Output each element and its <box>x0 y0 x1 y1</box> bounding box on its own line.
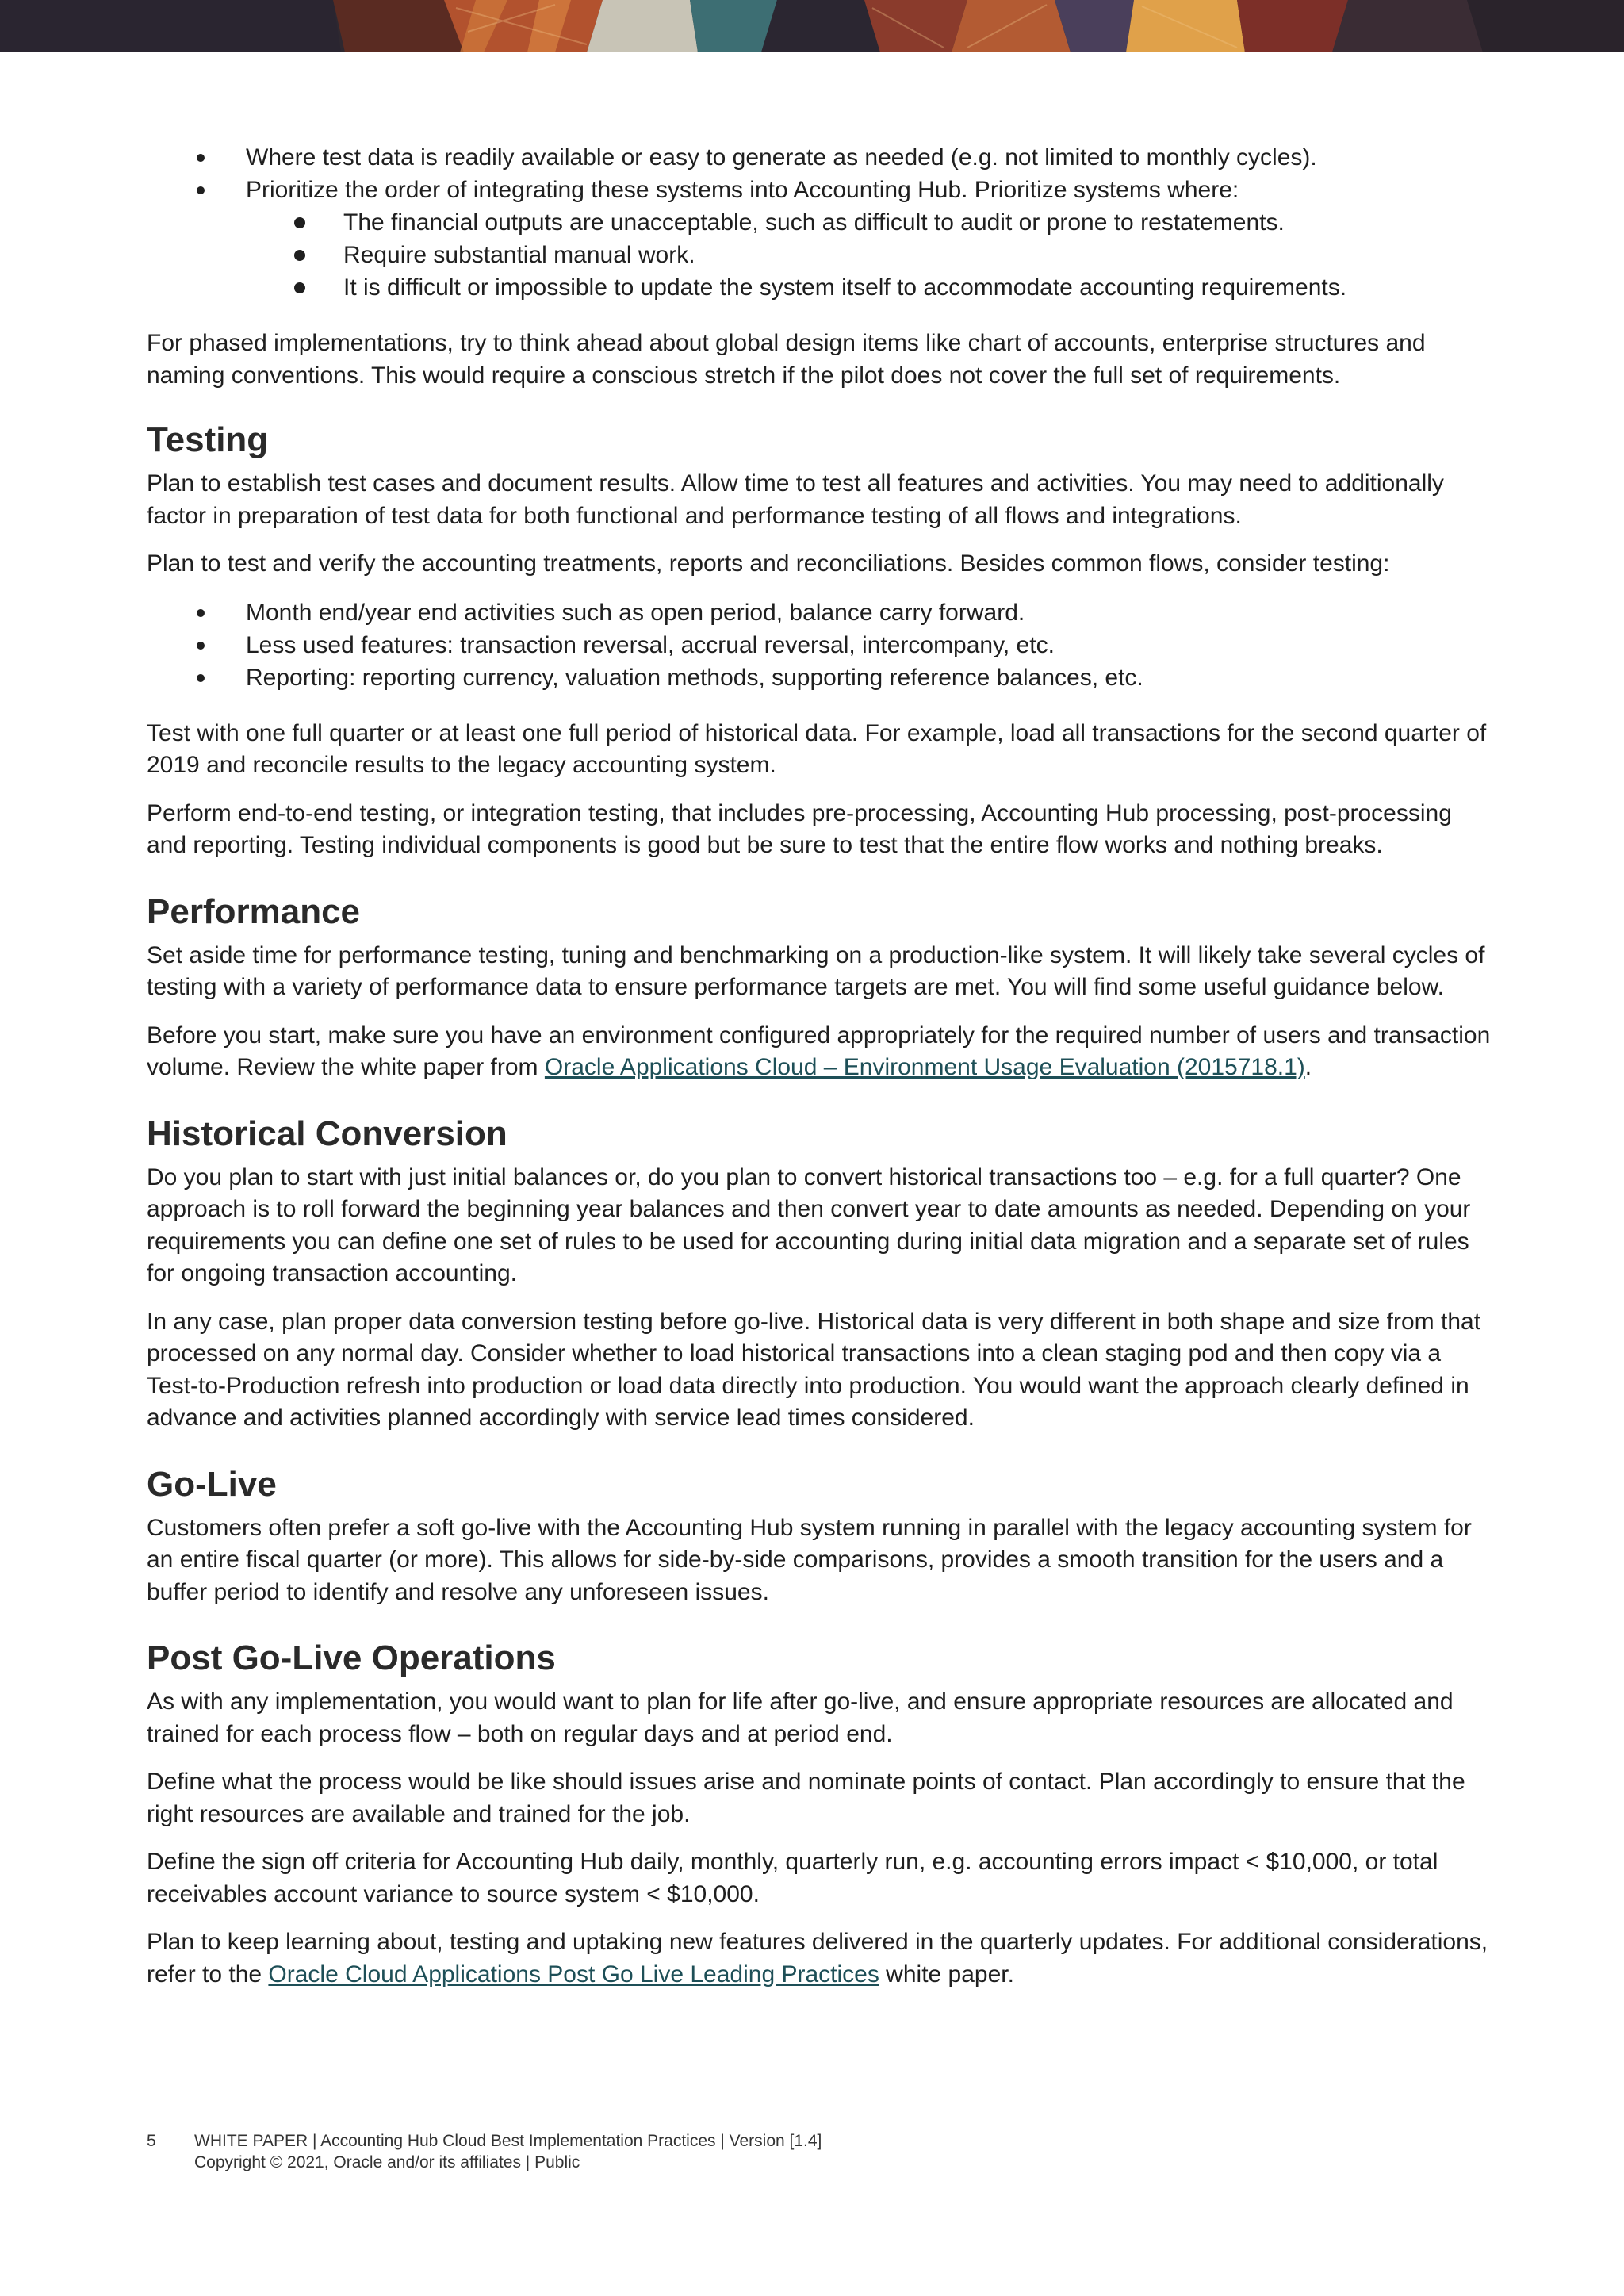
post-go-live-paragraph-4 <box>147 1926 1495 1991</box>
sub-list-item: The financial outputs are unacceptable, such as difficult to audit or prone to restatements. <box>147 206 1495 239</box>
page-number: 5 <box>147 2132 156 2150</box>
testing-paragraph-1: Plan to establish test cases and document results. Allow time to test all features and activities. You may need to additionally factor in preparation of test data for both functional and performance testing of all flows and integrations. <box>147 470 1444 529</box>
header-banner-art <box>0 0 1624 52</box>
sub-list-item: It is difficult or impossible to update the system itself to accommodate accounting requirements. <box>147 271 1495 304</box>
post-go-live-paragraph-4-tail: white paper. <box>879 1961 1014 1987</box>
post-go-live-paragraph-1: As with any implementation, you would want to plan for life after go-live, and ensure appropriate resources are allocated and trained for each process flow – both on regular days and at period end. <box>147 1688 1454 1747</box>
list-item: Prioritize the order of integrating these systems into Accounting Hub. Prioritize systems where: <box>147 174 1495 206</box>
intro-bullet-list <box>147 141 1495 304</box>
list-item: Reporting: reporting currency, valuation methods, supporting reference balances, etc. <box>147 661 1495 694</box>
post-go-live-paragraph-3: Define the sign off criteria for Accounting Hub daily, monthly, quarterly run, e.g. accounting errors impact < $10,000, or total receivables account variance to source system < $10,000. <box>147 1849 1438 1907</box>
post-go-live-paragraph-2: Define what the process would be like should issues arise and nominate points of contact. Plan accordingly to ensure that the right resources are available and trained for the job. <box>147 1769 1465 1827</box>
footer-title-line: WHITE PAPER | Accounting Hub Cloud Best Implementation Practices | Version [1.4] <box>194 2132 822 2150</box>
performance-paragraph-2-tail: . <box>1304 1054 1312 1080</box>
section-heading-testing: Testing <box>147 420 269 459</box>
testing-bullet-list <box>147 596 1495 694</box>
post-go-live-practices-link[interactable]: Oracle Cloud Applications Post Go Live Leading Practices <box>268 1961 879 1987</box>
performance-paragraph-2 <box>147 1020 1495 1084</box>
sub-list-item: Require substantial manual work. <box>147 239 1495 271</box>
performance-paragraph-2-text: Before you start, make sure you have an environment configured appropriately for the required number of users and transaction volume. Review the white paper from <box>147 1022 1491 1080</box>
section-heading-performance: Performance <box>147 891 361 931</box>
historical-paragraph-1: Do you plan to start with just initial balances or, do you plan to convert historical transactions too – e.g. for a full quarter? One approach is to roll forward the beginning year balances and then convert year to date amounts as needed. Depending on your requirements you can define one set of rules to be used for accounting during initial data migration and a separate set of rules for ongoing transaction accounting. <box>147 1163 1471 1286</box>
section-heading-go-live: Go-Live <box>147 1464 277 1504</box>
list-item: Month end/year end activities such as open period, balance carry forward. <box>147 596 1495 629</box>
post-go-live-paragraph-4-text: Plan to keep learning about, testing and uptaking new features delivered in the quarterly updates. For additional considerations, refer to the <box>147 1929 1488 1987</box>
testing-paragraph-4: Perform end-to-end testing, or integration testing, that includes pre-processing, Accounting Hub processing, post-processing and reporting. Testing individual components is good but be sure to test that the entire flow works and nothing breaks. <box>147 799 1452 858</box>
list-item: Less used features: transaction reversal, accrual reversal, intercompany, etc. <box>147 629 1495 661</box>
footer-text <box>194 2130 822 2173</box>
performance-paragraph-1: Set aside time for performance testing, tuning and benchmarking on a production-like system. It will likely take several cycles of testing with a variety of performance data to ensure performance targets are met. You will find some useful guidance below. <box>147 941 1485 1000</box>
section-heading-post-go-live: Post Go-Live Operations <box>147 1639 556 1677</box>
environment-usage-evaluation-link[interactable]: Oracle Applications Cloud – Environment Usage Evaluation (2015718.1) <box>544 1054 1305 1080</box>
go-live-paragraph-1: Customers often prefer a soft go-live with the Accounting Hub system running in parallel with the legacy accounting system for an entire fiscal quarter (or more). This allows for side-by-side comparisons, provides a smooth transition for the users and a buffer period to identify and resolve any unforeseen issues. <box>147 1514 1472 1605</box>
intro-sub-bullet-list <box>147 206 1495 304</box>
testing-paragraph-2: Plan to test and verify the accounting treatments, reports and reconciliations. Besides common flows, consider testing: <box>147 550 1390 577</box>
section-heading-historical-conversion: Historical Conversion <box>147 1114 508 1153</box>
document-body <box>147 141 1495 2007</box>
footer-copyright-line: Copyright © 2021, Oracle and/or its affiliates | Public <box>194 2153 580 2171</box>
testing-paragraph-3: Test with one full quarter or at least one full period of historical data. For example, load all transactions for the second quarter of 2019 and reconcile results to the legacy accounting system. <box>147 719 1487 778</box>
historical-paragraph-2: In any case, plan proper data conversion testing before go-live. Historical data is very different in both shape and size from that processed on any normal day. Consider whether to load historical transactions into a clean staging pod and then copy via a Test-to-Production refresh into production or load data directly into production. You would want the approach clearly defined in advance and activities planned accordingly with service lead times considered. <box>147 1308 1481 1431</box>
phased-implementation-paragraph: For phased implementations, try to think ahead about global design items like chart of accounts, enterprise structures and naming conventions. This would require a conscious stretch if the pilot does not cover the full set of requirements. <box>147 330 1426 389</box>
sub-list-container <box>147 206 1495 304</box>
list-item: Where test data is readily available or easy to generate as needed (e.g. not limited to monthly cycles). <box>147 141 1495 174</box>
